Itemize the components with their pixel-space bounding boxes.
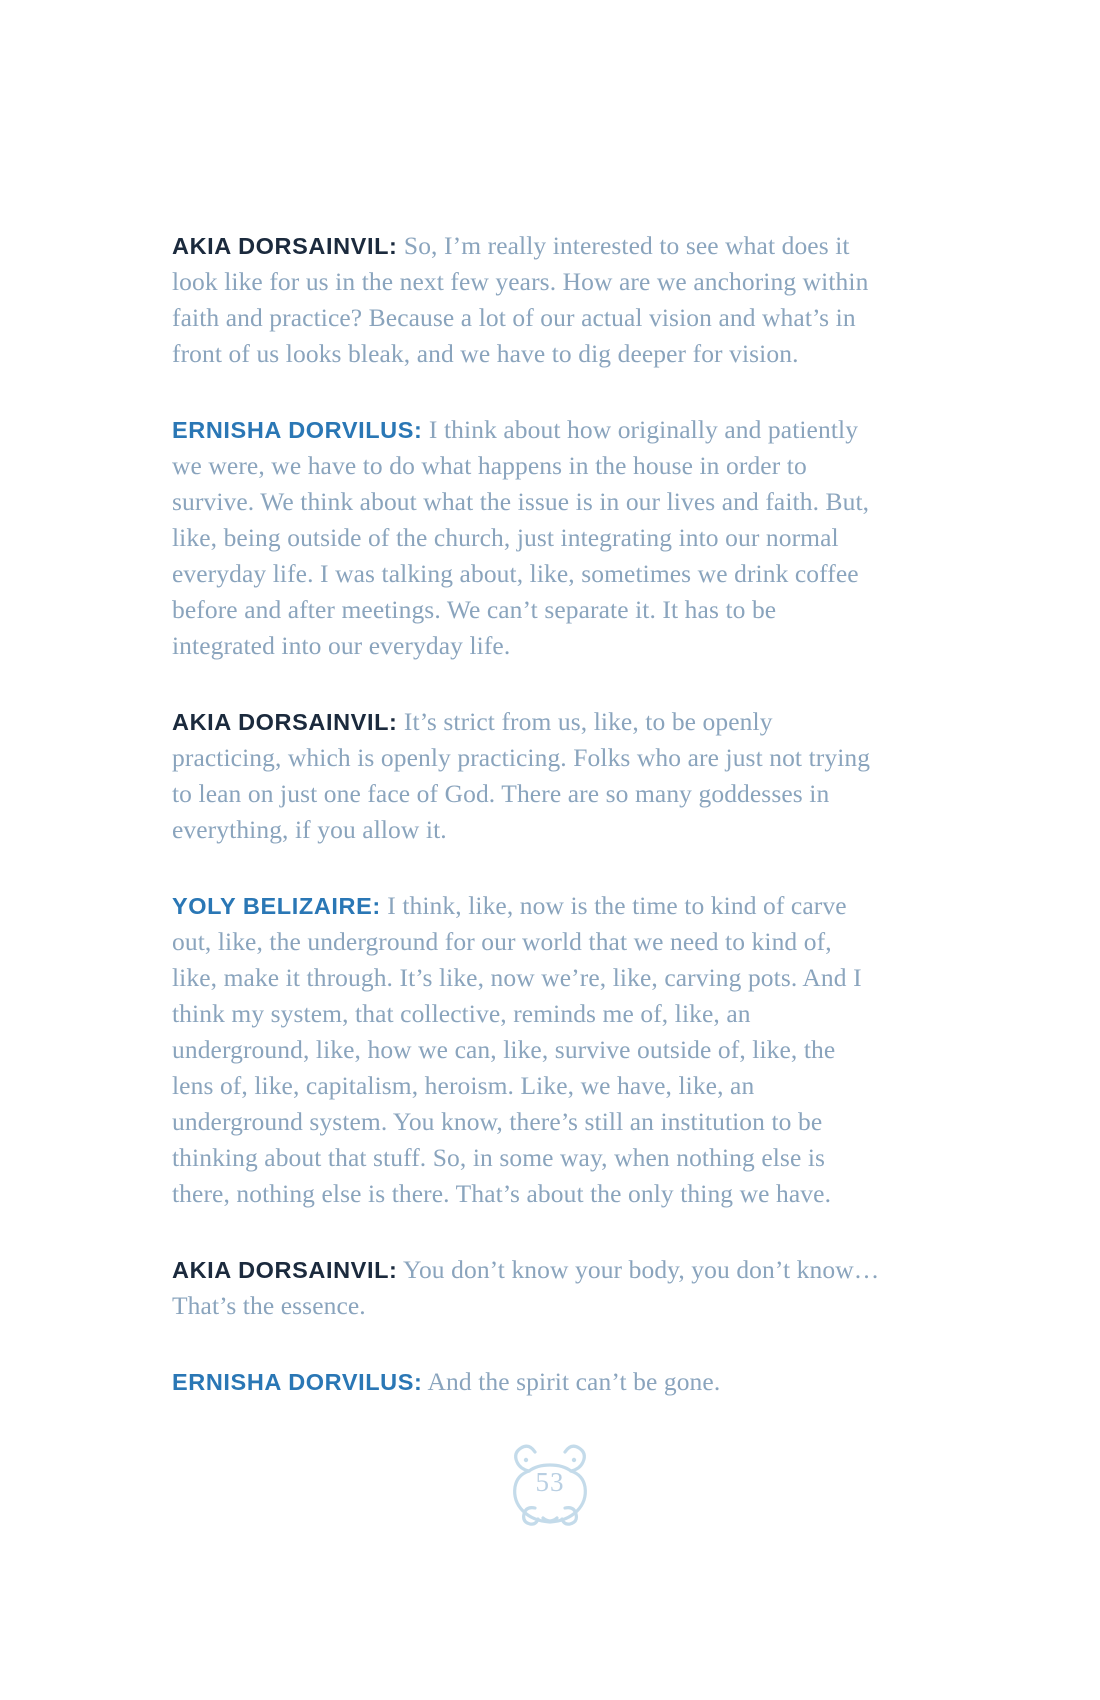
transcript-paragraph bbox=[172, 1364, 882, 1400]
transcript-paragraph bbox=[172, 412, 882, 664]
page-footer bbox=[0, 1430, 1100, 1540]
transcript-paragraph bbox=[172, 888, 882, 1212]
speech-text: So, I’m really interested to see what does it look like for us in the next few years. How are we anchoring within faith and practice? Because a lot of our actual vision and what’s in front of us looks bleak, and we have to dig deeper for vision. bbox=[172, 231, 869, 368]
speaker-label: AKIA DORSAINVIL: bbox=[172, 233, 398, 259]
speech-text: It’s strict from us, like, to be openly practicing, which is openly practicing. Folks who are just not trying to lean on just one face of God. There are so many goddesses in everything, if you allow it. bbox=[172, 707, 871, 844]
transcript-body bbox=[172, 228, 882, 1400]
speaker-label: ERNISHA DORVILUS: bbox=[172, 417, 423, 443]
page-number: 53 bbox=[535, 1467, 565, 1498]
speaker-label: ERNISHA DORVILUS: bbox=[172, 1369, 423, 1395]
ornament-wrap bbox=[495, 1430, 605, 1540]
speaker-label: AKIA DORSAINVIL: bbox=[172, 709, 398, 735]
speaker-label: AKIA DORSAINVIL: bbox=[172, 1257, 398, 1283]
speech-text: You don’t know your body, you don’t know… That’s the essence. bbox=[172, 1255, 880, 1320]
transcript-paragraph bbox=[172, 1252, 882, 1324]
speaker-label: YOLY BELIZAIRE: bbox=[172, 893, 381, 919]
transcript-paragraph bbox=[172, 228, 882, 372]
speech-text: And the spirit can’t be gone. bbox=[422, 1367, 721, 1396]
transcript-paragraph bbox=[172, 704, 882, 848]
speech-text: I think about how originally and patiently we were, we have to do what happens in the house in order to survive. We think about what the issue is in our lives and faith. But, like, being outside of the church, just integrating into our normal everyday life. I was talking about, like, sometimes we drink coffee before and after meetings. We can’t separate it. It has to be integrated into our everyday life. bbox=[172, 415, 870, 660]
speech-text: I think, like, now is the time to kind of carve out, like, the underground for our world that we need to kind of, like, make it through. It’s like, now we’re, like, carving pots. And I think my system, that collective, reminds me of, like, an underground, like, how we can, like, survive outside of, like, the lens of, like, capitalism, heroism. Like, we have, like, an underground system. You know, there’s still an institution to be thinking about that stuff. So, in some way, when nothing else is there, nothing else is there. That’s about the only thing we have. bbox=[172, 891, 862, 1208]
